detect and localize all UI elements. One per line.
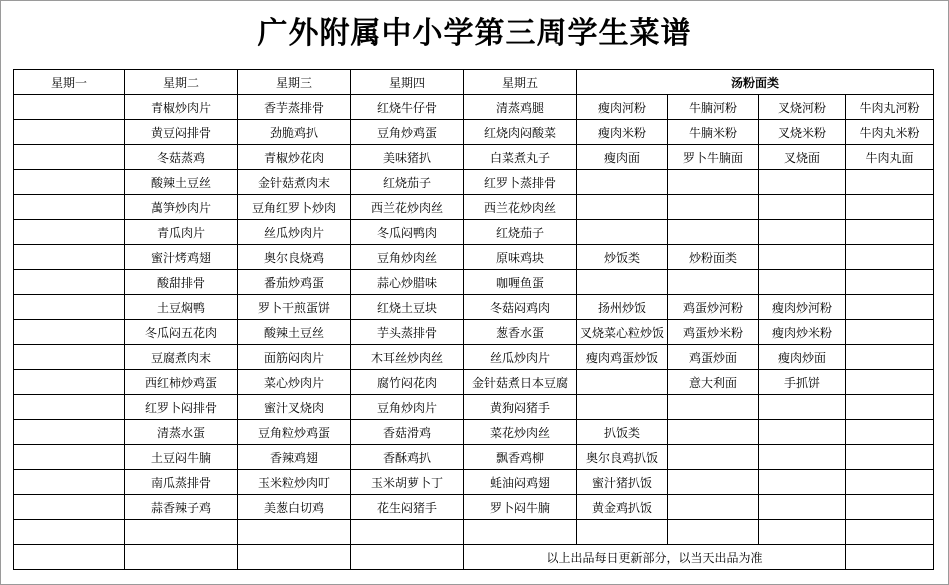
table-cell bbox=[759, 470, 846, 495]
table-cell bbox=[846, 220, 934, 245]
table-cell: 红烧土豆块 bbox=[351, 295, 464, 320]
table-cell bbox=[846, 370, 934, 395]
table-cell: 瘦肉鸡蛋炒饭 bbox=[577, 345, 668, 370]
table-cell: 红罗卜蒸排骨 bbox=[464, 170, 577, 195]
table-row bbox=[14, 220, 934, 245]
table-cell: 牛肉丸米粉 bbox=[846, 120, 934, 145]
table-cell: 罗卜牛腩面 bbox=[668, 145, 759, 170]
table-cell: 丝瓜炒肉片 bbox=[464, 345, 577, 370]
table-cell bbox=[846, 545, 934, 570]
table-row bbox=[14, 195, 934, 220]
header-row bbox=[14, 70, 934, 95]
table-cell: 黄狗闷猪手 bbox=[464, 395, 577, 420]
table-cell: 红罗卜闷排骨 bbox=[125, 395, 238, 420]
table-cell bbox=[668, 420, 759, 445]
table-cell bbox=[577, 170, 668, 195]
header-wed: 星期三 bbox=[238, 70, 351, 95]
table-cell: 瘦肉河粉 bbox=[577, 95, 668, 120]
table-cell bbox=[759, 395, 846, 420]
table-cell: 蜜汁烤鸡翅 bbox=[125, 245, 238, 270]
table-cell bbox=[668, 270, 759, 295]
table-row bbox=[14, 345, 934, 370]
table-cell bbox=[846, 470, 934, 495]
table-row bbox=[14, 495, 934, 520]
table-cell: 木耳丝炒肉丝 bbox=[351, 345, 464, 370]
table-row bbox=[14, 395, 934, 420]
table-cell: 扬州炒饭 bbox=[577, 295, 668, 320]
table-cell: 面筋闷肉片 bbox=[238, 345, 351, 370]
table-cell: 炒饭类 bbox=[577, 245, 668, 270]
table-cell: 瘦肉炒河粉 bbox=[759, 295, 846, 320]
table-cell bbox=[14, 495, 125, 520]
table-cell bbox=[14, 220, 125, 245]
table-cell: 青椒炒肉片 bbox=[125, 95, 238, 120]
table-cell bbox=[668, 445, 759, 470]
table-cell bbox=[668, 395, 759, 420]
table-cell: 牛腩河粉 bbox=[668, 95, 759, 120]
table-cell bbox=[577, 520, 668, 545]
table-cell: 叉烧河粉 bbox=[759, 95, 846, 120]
table-cell: 叉烧面 bbox=[759, 145, 846, 170]
table-cell bbox=[759, 445, 846, 470]
table-cell bbox=[14, 195, 125, 220]
table-cell bbox=[14, 245, 125, 270]
table-cell bbox=[14, 170, 125, 195]
table-cell bbox=[14, 120, 125, 145]
table-cell bbox=[351, 545, 464, 570]
table-cell bbox=[759, 520, 846, 545]
table-row bbox=[14, 520, 934, 545]
table-cell: 炒粉面类 bbox=[668, 245, 759, 270]
table-cell bbox=[759, 195, 846, 220]
table-cell bbox=[14, 420, 125, 445]
table-cell bbox=[14, 520, 125, 545]
table-row bbox=[14, 445, 934, 470]
table-cell bbox=[238, 520, 351, 545]
table-cell bbox=[846, 245, 934, 270]
table-cell: 清蒸鸡腿 bbox=[464, 95, 577, 120]
table-cell: 西红柿炒鸡蛋 bbox=[125, 370, 238, 395]
table-cell: 蒜香辣子鸡 bbox=[125, 495, 238, 520]
table-cell bbox=[846, 420, 934, 445]
table-cell: 瘦肉炒米粉 bbox=[759, 320, 846, 345]
table-cell bbox=[14, 470, 125, 495]
table-cell bbox=[846, 270, 934, 295]
table-cell: 鸡蛋炒米粉 bbox=[668, 320, 759, 345]
table-cell: 香酥鸡扒 bbox=[351, 445, 464, 470]
table-cell: 冬菇闷鸡肉 bbox=[464, 295, 577, 320]
table-cell: 菜花炒肉丝 bbox=[464, 420, 577, 445]
table-cell bbox=[14, 95, 125, 120]
table-cell bbox=[668, 470, 759, 495]
table-row bbox=[14, 370, 934, 395]
table-cell: 萬笋炒肉片 bbox=[125, 195, 238, 220]
table-cell bbox=[759, 495, 846, 520]
table-cell: 腐竹闷花肉 bbox=[351, 370, 464, 395]
table-cell bbox=[846, 520, 934, 545]
header-tue: 星期二 bbox=[125, 70, 238, 95]
table-cell: 豆角炒肉丝 bbox=[351, 245, 464, 270]
table-cell: 玉米粒炒肉叮 bbox=[238, 470, 351, 495]
table-cell: 牛肉丸面 bbox=[846, 145, 934, 170]
table-cell: 蜜汁叉烧肉 bbox=[238, 395, 351, 420]
table-cell: 清蒸水蛋 bbox=[125, 420, 238, 445]
table-cell: 原味鸡块 bbox=[464, 245, 577, 270]
table-cell: 意大利面 bbox=[668, 370, 759, 395]
page-title: 广外附属中小学第三周学生菜谱 bbox=[257, 16, 692, 51]
table-cell: 黄金鸡扒饭 bbox=[577, 495, 668, 520]
table-row bbox=[14, 320, 934, 345]
table-cell: 金针菇煮日本豆腐 bbox=[464, 370, 577, 395]
table-cell bbox=[14, 395, 125, 420]
table-row bbox=[14, 245, 934, 270]
table-cell: 芋头蒸排骨 bbox=[351, 320, 464, 345]
table-cell bbox=[759, 170, 846, 195]
table-cell: 金针菇煮肉末 bbox=[238, 170, 351, 195]
table-cell bbox=[125, 520, 238, 545]
table-cell: 冬瓜闷鸭肉 bbox=[351, 220, 464, 245]
table-cell bbox=[351, 520, 464, 545]
table-cell: 西兰花炒肉丝 bbox=[351, 195, 464, 220]
table-cell: 青椒炒花肉 bbox=[238, 145, 351, 170]
table-cell bbox=[846, 320, 934, 345]
table-cell bbox=[464, 520, 577, 545]
table-cell: 瘦肉米粉 bbox=[577, 120, 668, 145]
table-cell: 蒜心炒腊味 bbox=[351, 270, 464, 295]
table-cell: 红烧茄子 bbox=[351, 170, 464, 195]
table-cell: 鸡蛋炒面 bbox=[668, 345, 759, 370]
table-cell: 奥尔良鸡扒饭 bbox=[577, 445, 668, 470]
table-cell: 奥尔良烧鸡 bbox=[238, 245, 351, 270]
table-cell: 香辣鸡翅 bbox=[238, 445, 351, 470]
table-cell: 花生闷猪手 bbox=[351, 495, 464, 520]
table-cell: 叉烧菜心粒炒饭 bbox=[577, 320, 668, 345]
table-cell: 瘦肉面 bbox=[577, 145, 668, 170]
table-cell bbox=[577, 370, 668, 395]
table-cell bbox=[759, 245, 846, 270]
table-cell: 白菜煮丸子 bbox=[464, 145, 577, 170]
table-cell bbox=[668, 495, 759, 520]
table-cell: 土豆焖鸭 bbox=[125, 295, 238, 320]
table-row bbox=[14, 270, 934, 295]
header-mon: 星期一 bbox=[14, 70, 125, 95]
table-cell: 豆腐煮肉末 bbox=[125, 345, 238, 370]
table-cell bbox=[846, 170, 934, 195]
table-cell bbox=[668, 520, 759, 545]
table-cell: 叉烧米粉 bbox=[759, 120, 846, 145]
table-row bbox=[14, 170, 934, 195]
table-cell bbox=[846, 345, 934, 370]
table-cell bbox=[14, 270, 125, 295]
menu-table bbox=[13, 69, 934, 570]
table-cell: 豆角红罗卜炒肉 bbox=[238, 195, 351, 220]
table-cell: 美葱白切鸡 bbox=[238, 495, 351, 520]
table-cell bbox=[577, 270, 668, 295]
table-cell: 豆角炒肉片 bbox=[351, 395, 464, 420]
table-row bbox=[14, 470, 934, 495]
table-row bbox=[14, 95, 934, 120]
table-cell: 南瓜蒸排骨 bbox=[125, 470, 238, 495]
table-cell bbox=[577, 195, 668, 220]
table-cell bbox=[846, 395, 934, 420]
table-row bbox=[14, 295, 934, 320]
table-row bbox=[14, 145, 934, 170]
table-cell bbox=[577, 220, 668, 245]
table-cell bbox=[759, 420, 846, 445]
table-cell bbox=[668, 220, 759, 245]
table-cell bbox=[14, 545, 125, 570]
header-soup-noodles: 汤粉面类 bbox=[577, 70, 934, 95]
table-cell: 瘦肉炒面 bbox=[759, 345, 846, 370]
table-cell: 扒饭类 bbox=[577, 420, 668, 445]
table-cell: 飘香鸡柳 bbox=[464, 445, 577, 470]
table-cell: 罗卜干煎蛋饼 bbox=[238, 295, 351, 320]
table-cell: 咖喱鱼蛋 bbox=[464, 270, 577, 295]
header-thu: 星期四 bbox=[351, 70, 464, 95]
table-cell bbox=[238, 545, 351, 570]
note-row bbox=[14, 545, 934, 570]
table-cell bbox=[14, 295, 125, 320]
table-cell: 豆角炒鸡蛋 bbox=[351, 120, 464, 145]
table-cell bbox=[846, 495, 934, 520]
table-cell bbox=[577, 395, 668, 420]
footnote: 以上出品每日更新部分，以当天出品为准 bbox=[464, 545, 846, 570]
table-cell: 蚝油闷鸡翅 bbox=[464, 470, 577, 495]
table-cell: 酸甜排骨 bbox=[125, 270, 238, 295]
table-cell: 玉米胡萝卜丁 bbox=[351, 470, 464, 495]
table-cell bbox=[846, 445, 934, 470]
table-cell: 冬瓜闷五花肉 bbox=[125, 320, 238, 345]
table-cell bbox=[14, 345, 125, 370]
table-cell: 葱香水蛋 bbox=[464, 320, 577, 345]
table-cell: 黄豆闷排骨 bbox=[125, 120, 238, 145]
table-cell: 美味猪扒 bbox=[351, 145, 464, 170]
table-cell: 蜜汁猪扒饭 bbox=[577, 470, 668, 495]
table-cell bbox=[759, 270, 846, 295]
table-cell: 酸辣土豆丝 bbox=[125, 170, 238, 195]
table-cell bbox=[668, 170, 759, 195]
table-cell: 番茄炒鸡蛋 bbox=[238, 270, 351, 295]
header-fri: 星期五 bbox=[464, 70, 577, 95]
table-cell: 青瓜肉片 bbox=[125, 220, 238, 245]
table-cell: 红烧茄子 bbox=[464, 220, 577, 245]
table-cell bbox=[846, 195, 934, 220]
table-cell: 鸡蛋炒河粉 bbox=[668, 295, 759, 320]
table-cell: 香芋蒸排骨 bbox=[238, 95, 351, 120]
table-cell bbox=[759, 220, 846, 245]
table-cell bbox=[668, 195, 759, 220]
table-row bbox=[14, 120, 934, 145]
table-cell: 牛肉丸河粉 bbox=[846, 95, 934, 120]
table-cell: 罗卜闷牛腩 bbox=[464, 495, 577, 520]
table-cell bbox=[14, 445, 125, 470]
table-cell: 红烧肉闷酸菜 bbox=[464, 120, 577, 145]
table-cell: 西兰花炒肉丝 bbox=[464, 195, 577, 220]
table-cell: 丝瓜炒肉片 bbox=[238, 220, 351, 245]
table-cell bbox=[846, 295, 934, 320]
table-cell bbox=[14, 320, 125, 345]
table-cell bbox=[125, 545, 238, 570]
table-cell: 香菇滑鸡 bbox=[351, 420, 464, 445]
table-cell: 豆角粒炒鸡蛋 bbox=[238, 420, 351, 445]
table-cell: 冬菇蒸鸡 bbox=[125, 145, 238, 170]
table-row bbox=[14, 420, 934, 445]
table-cell: 酸辣土豆丝 bbox=[238, 320, 351, 345]
table-cell bbox=[14, 145, 125, 170]
table-cell: 土豆闷牛腩 bbox=[125, 445, 238, 470]
table-cell: 红烧牛仔骨 bbox=[351, 95, 464, 120]
table-cell: 手抓饼 bbox=[759, 370, 846, 395]
table-cell: 牛腩米粉 bbox=[668, 120, 759, 145]
table-cell bbox=[14, 370, 125, 395]
table-cell: 劲脆鸡扒 bbox=[238, 120, 351, 145]
table-cell: 菜心炒肉片 bbox=[238, 370, 351, 395]
